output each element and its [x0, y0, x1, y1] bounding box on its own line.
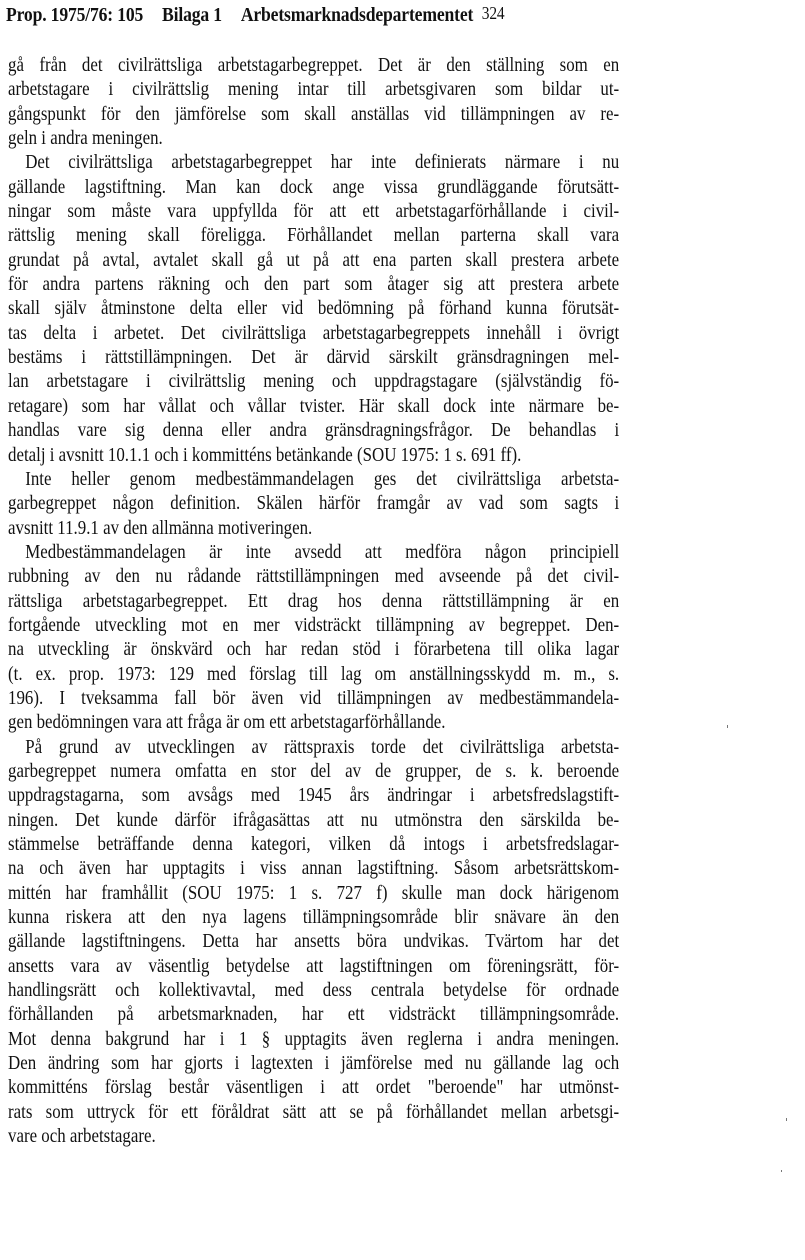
- text-line: arbetstagare i civilrättslig mening intar till arbetsgivaren som bildar ut-: [8, 79, 620, 101]
- text-line: gällande lagstiftningens. Detta har ansetts böra undvikas. Tvärtom har det: [8, 931, 620, 953]
- text-line: skall själv åtminstone delta eller vid bedömning på förhand kunna förutsät-: [8, 298, 620, 320]
- text-line: avsnitt 11.9.1 av den allmänna motiveringen.: [8, 517, 313, 539]
- text-line: gällande lagstiftning. Man kan dock ange vissa grundläggande förutsätt-: [8, 176, 620, 198]
- text-line: kommitténs förslag består väsentligen i att ordet "beroende" har utmönst-: [8, 1077, 620, 1099]
- text-line: rättslig mening skall föreligga. Förhållandet mellan parterna skall vara: [8, 225, 620, 247]
- text-line: för andra partens räkning och den part som åtager sig att prestera arbete: [8, 274, 620, 296]
- text-line: fortgående utveckling mot en mer vidsträckt tillämpning av begreppet. Den-: [8, 614, 620, 636]
- text-line: Medbestämmandelagen är inte avsedd att medföra någon principiell: [25, 541, 620, 563]
- page-header: [6, 0, 504, 34]
- text-line: handlingsrätt och kollektivavtal, med dess centrala betydelse för ordnade: [8, 980, 620, 1002]
- text-line: mittén har framhållit (SOU 1975: 1 s. 727 f) skulle man dock härigenom: [8, 882, 620, 904]
- text-line: På grund av utvecklingen av rättspraxis torde det civilrättsliga arbetsta-: [25, 736, 620, 758]
- appendix-label: Bilaga 1: [162, 4, 222, 26]
- text-line: Det civilrättsliga arbetstagarbegreppet har inte definierats närmare i nu: [25, 152, 620, 174]
- text-line: Den ändring som har gjorts i lagtexten i jämförelse med nu gällande lag och: [8, 1053, 620, 1075]
- text-line: tas delta i arbetet. Det civilrättsliga arbetstagarbegreppets innehåll i övrigt: [8, 322, 620, 344]
- text-line: ningar som måste vara uppfyllda för att ett arbetstagarförhållande i civil-: [8, 201, 620, 223]
- text-line: ningen. Det kunde därför ifrågasättas att nu utmönstra den särskilda be-: [8, 809, 620, 831]
- text-line: Inte heller genom medbestämmandelagen ges det civilrättsliga arbetsta-: [25, 468, 620, 490]
- text-line: geln i andra meningen.: [8, 128, 163, 150]
- paragraph: [8, 151, 619, 467]
- text-line: garbegreppet någon definition. Skälen härför framgår av vad som sagts i: [8, 493, 620, 515]
- text-line: bestäms i rättstillämpningen. Det är därvid särskilt gränsdragningen mel-: [8, 347, 620, 369]
- text-line: uppdragstagarna, som avsågs med 1945 års ändringar i arbetsfredslagstift-: [8, 785, 620, 807]
- text-line: gå från det civilrättsliga arbetstagarbegreppet. Det är den ställning som en: [8, 55, 620, 76]
- text-line: rättsliga arbetstagarbegreppet. Ett drag hos denna rättstillämpning är en: [8, 590, 620, 612]
- page-number: 324: [481, 3, 505, 23]
- text-line: kunna riskera att den nya lagens tillämpningsområde blir snävare än den: [8, 907, 620, 929]
- text-line: ansetts vara av väsentlig betydelse att lagstiftningen om föreningsrätt, för-: [8, 955, 620, 977]
- paragraph: [8, 468, 619, 541]
- paragraph: [8, 736, 619, 1150]
- text-line: gångspunkt för den jämförelse som skall anställas vid tillämpningen av re-: [8, 103, 620, 125]
- text-line: rats som uttryck för ett föråldrat sätt att se på förhållandet mellan arbetsgi-: [8, 1101, 620, 1123]
- text-line: retagare) som har vållat och vållar tvister. Här skall dock inte närmare be-: [8, 395, 620, 417]
- scan-artifact: [786, 1118, 787, 1121]
- document-reference: Prop. 1975/76: 105: [6, 4, 144, 26]
- text-line: (t. ex. prop. 1973: 129 med förslag till lag om anställningsskydd m. m., s.: [8, 663, 620, 685]
- paragraph: [8, 54, 619, 151]
- text-line: handlas vare sig denna eller andra gränsdragningsfrågor. De behandlas i: [8, 420, 620, 442]
- text-line: stämmelse beträffande denna kategori, vilken då intogs i arbetsfredslagar-: [8, 834, 620, 855]
- text-line: na utveckling är önskvärd och har redan stöd i förarbetena till olika lagar: [8, 639, 620, 661]
- text-line: 196). I tveksamma fall bör även vid tillämpningen av medbestämmandela-: [8, 687, 620, 709]
- text-line: grundat på avtal, avtalet skall gå ut på att ena parten skall prestera arbete: [8, 249, 620, 271]
- text-line: na och även har upptagits i viss annan lagstiftning. Såsom arbetsrättskom-: [8, 858, 620, 880]
- department-name: Arbetsmarknadsdepartementet: [240, 4, 474, 26]
- document-body: [8, 54, 619, 1149]
- scan-artifact: [727, 725, 728, 728]
- text-line: garbegreppet numera omfatta en stor del av de grupper, de s. k. beroende: [8, 760, 620, 782]
- text-line: detalj i avsnitt 10.1.1 och i kommitténs betänkande (SOU 1975: 1 s. 691 ff).: [8, 444, 522, 466]
- paragraph: [8, 541, 619, 736]
- text-line: lan arbetstagare i civilrättslig mening och uppdragstagare (självständig fö-: [8, 371, 620, 393]
- scan-artifact: [781, 1170, 782, 1172]
- text-line: vare och arbetstagare.: [8, 1126, 156, 1148]
- text-line: rubbning av den nu rådande rättstillämpningen med avseende på det civil-: [8, 566, 620, 588]
- text-line: gen bedömningen vara att fråga är om ett arbetstagarförhållande.: [8, 712, 446, 734]
- text-line: förhållanden på arbetsmarknaden, har ett vidsträckt tillämpningsområde.: [8, 1004, 620, 1026]
- text-line: Mot denna bakgrund har i 1 § upptagits även reglerna i andra meningen.: [8, 1028, 620, 1050]
